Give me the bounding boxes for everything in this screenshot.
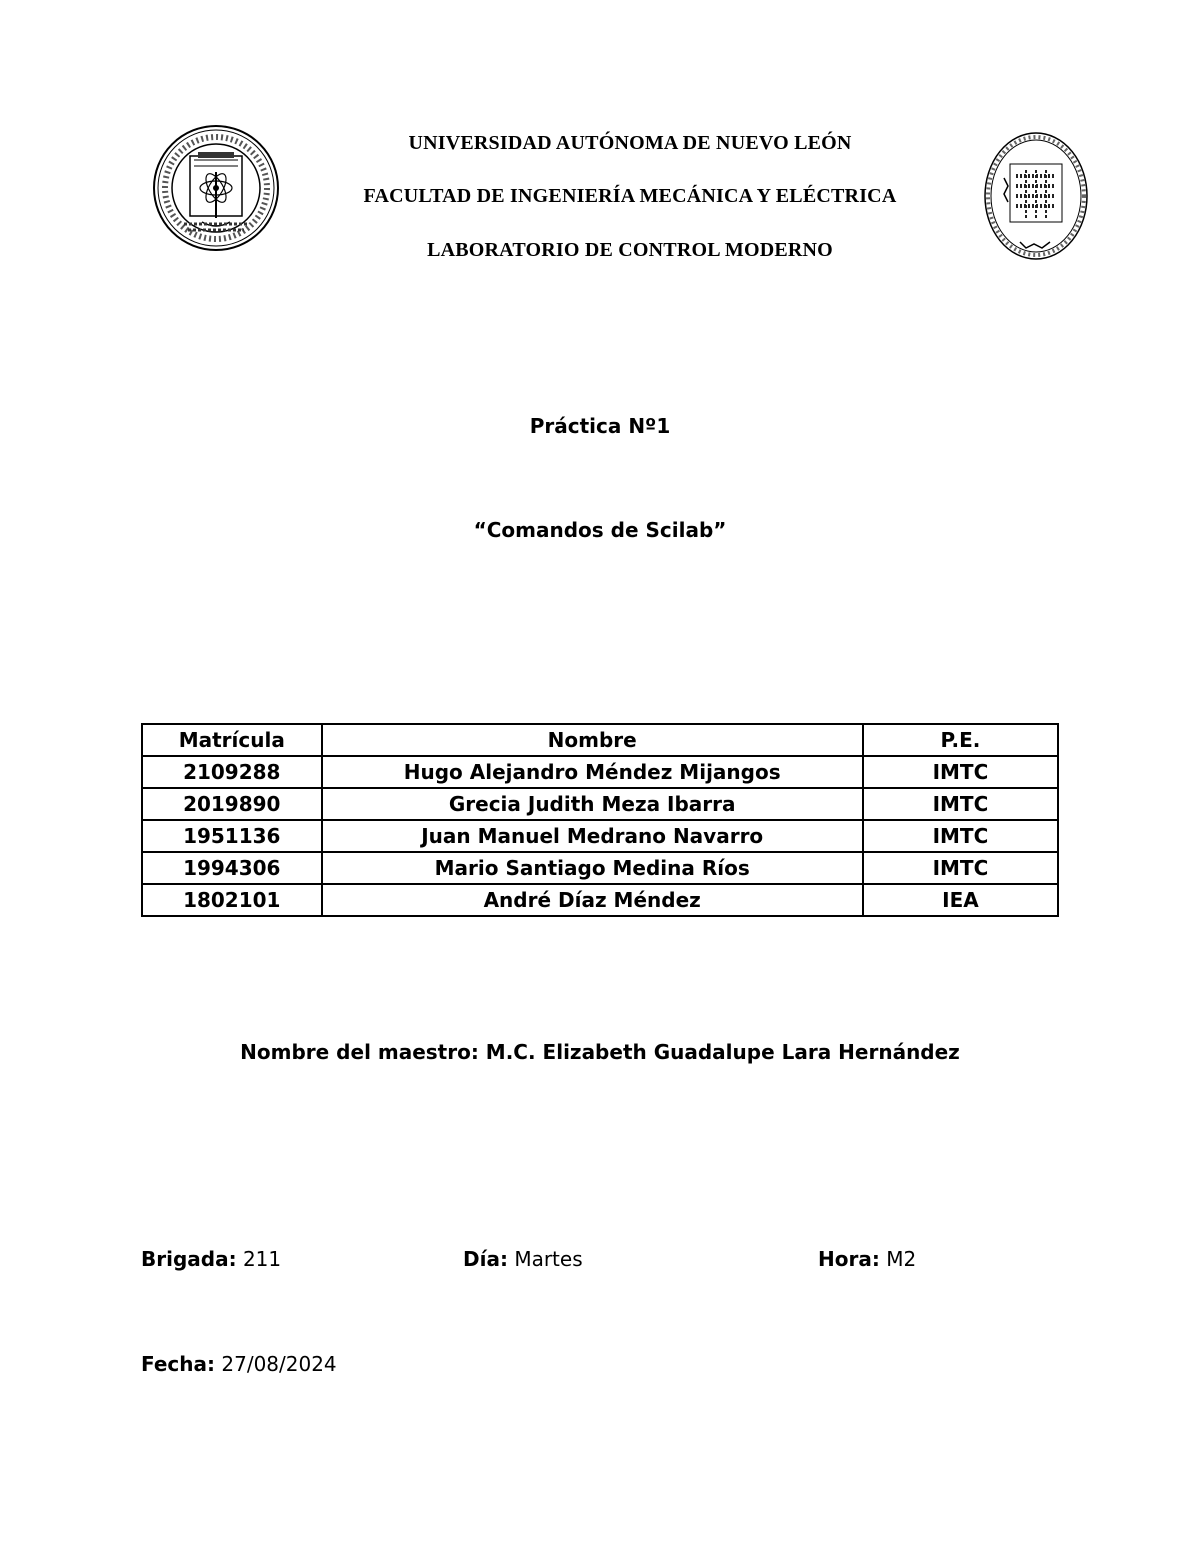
cell-nombre: Hugo Alejandro Méndez Mijangos — [322, 756, 863, 788]
practice-number: Práctica Nº1 — [529, 414, 671, 438]
cell-nombre: André Díaz Méndez — [322, 884, 863, 916]
table-row — [142, 788, 1058, 820]
laboratory-name: LABORATORIO DE CONTROL MODERNO — [427, 239, 833, 261]
header-pe: P.E. — [863, 724, 1058, 756]
header-matricula: Matrícula — [142, 724, 322, 756]
dia-label: Día: — [463, 1247, 508, 1271]
cell-nombre: Mario Santiago Medina Ríos — [322, 852, 863, 884]
date-info — [141, 1352, 337, 1376]
date-label: Fecha: — [141, 1352, 216, 1376]
students-table — [141, 723, 1059, 917]
table-header-row — [142, 724, 1058, 756]
cell-pe: IMTC — [863, 820, 1058, 852]
cell-nombre: Juan Manuel Medrano Navarro — [322, 820, 863, 852]
cell-matricula: 1994306 — [142, 852, 322, 884]
table-row — [142, 756, 1058, 788]
brigada-info — [141, 1247, 281, 1271]
teacher-name: Nombre del maestro: M.C. Elizabeth Guadalupe Lara Hernández — [240, 1040, 960, 1064]
dia-info — [463, 1247, 583, 1271]
cell-matricula: 2109288 — [142, 756, 322, 788]
cell-pe: IMTC — [863, 852, 1058, 884]
header-nombre: Nombre — [322, 724, 863, 756]
table-row — [142, 820, 1058, 852]
cell-matricula: 1802101 — [142, 884, 322, 916]
date-value: 27/08/2024 — [221, 1352, 337, 1376]
hora-label: Hora: — [818, 1247, 880, 1271]
hora-info — [818, 1247, 916, 1271]
cell-pe: IMTC — [863, 788, 1058, 820]
table-row — [142, 852, 1058, 884]
table-row — [142, 884, 1058, 916]
cell-nombre: Grecia Judith Meza Ibarra — [322, 788, 863, 820]
brigada-label: Brigada: — [141, 1247, 237, 1271]
cell-matricula: 1951136 — [142, 820, 322, 852]
brigada-value: 211 — [242, 1247, 282, 1271]
practice-title: “Comandos de Scilab” — [473, 518, 727, 542]
dia-value: Martes — [514, 1247, 583, 1271]
faculty-name: FACULTAD DE INGENIERÍA MECÁNICA Y ELÉCTRICA — [363, 185, 897, 207]
cell-pe: IEA — [863, 884, 1058, 916]
cell-matricula: 2019890 — [142, 788, 322, 820]
cell-pe: IMTC — [863, 756, 1058, 788]
university-name: UNIVERSIDAD AUTÓNOMA DE NUEVO LEÓN — [408, 132, 852, 154]
hora-value: M2 — [886, 1247, 917, 1271]
